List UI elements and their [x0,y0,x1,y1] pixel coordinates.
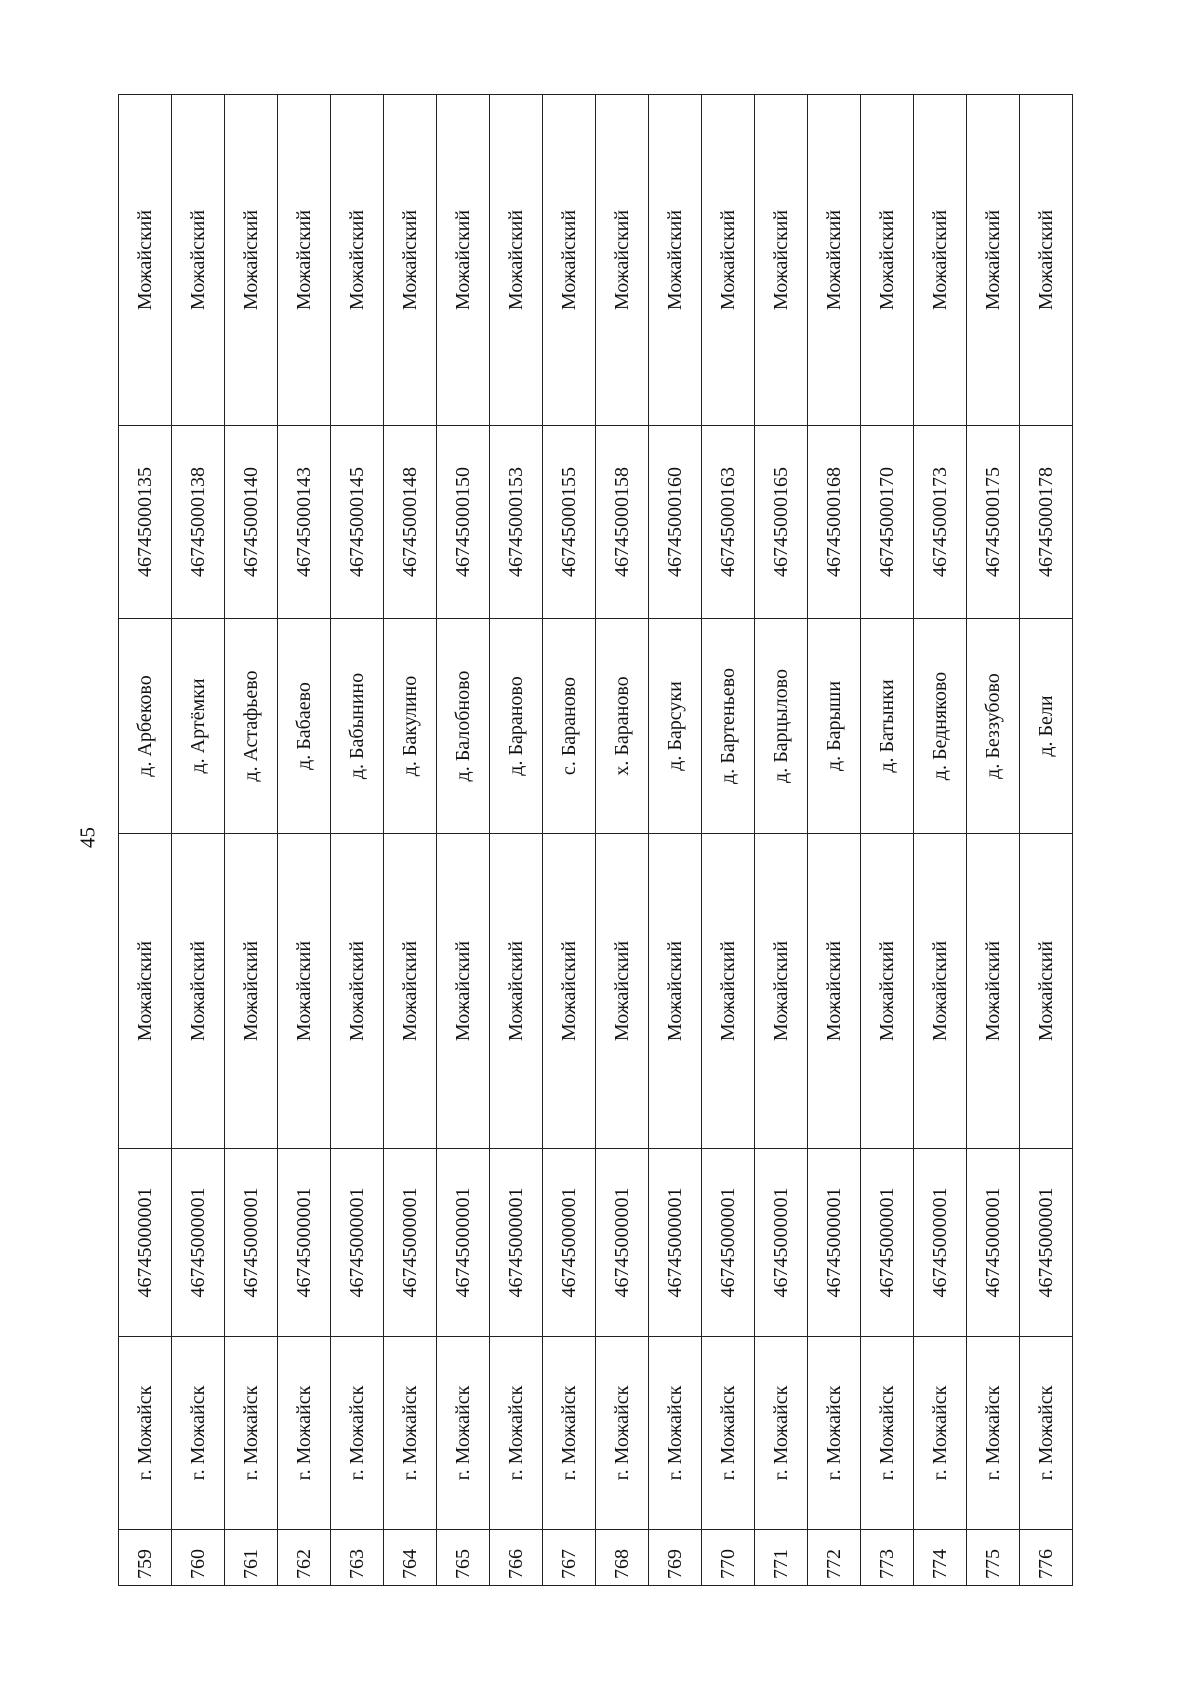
city-district-cell: Можайский [1020,834,1073,1149]
settlement-code-cell: 46745000178 [1020,426,1073,619]
table-row [755,95,808,1586]
settlement-code-cell: 46745000158 [596,426,649,619]
settlement-code-cell: 46745000165 [755,426,808,619]
city-code-cell: 46745000001 [596,1149,649,1337]
city-code-cell: 46745000001 [172,1149,225,1337]
city-code-cell: 46745000001 [1020,1149,1073,1337]
row-number: 766 [490,1530,543,1586]
city-cell: г. Можайск [119,1337,172,1530]
settlement-code-cell: 46745000168 [808,426,861,619]
settlement-code-cell: 46745000138 [172,426,225,619]
city-district-cell: Можайский [861,834,914,1149]
city-district-cell: Можайский [172,834,225,1149]
settlement-cell: д. Астафьево [225,619,278,834]
city-code-cell: 46745000001 [808,1149,861,1337]
city-district-cell: Можайский [755,834,808,1149]
city-cell: г. Можайск [596,1337,649,1530]
city-district-cell: Можайский [543,834,596,1149]
settlement-cell: д. Балобново [437,619,490,834]
table-row [437,95,490,1586]
settlement-district-cell: Можайский [384,95,437,426]
city-code-cell: 46745000001 [119,1149,172,1337]
settlement-district-cell: Можайский [331,95,384,426]
row-number: 774 [914,1530,967,1586]
row-number: 761 [225,1530,278,1586]
settlement-cell: д. Бабынино [331,619,384,834]
table-row [1020,95,1073,1586]
settlement-district-cell: Можайский [649,95,702,426]
settlement-code-cell: 46745000143 [278,426,331,619]
table-row [914,95,967,1586]
table-row [967,95,1020,1586]
table-row [543,95,596,1586]
city-cell: г. Можайск [172,1337,225,1530]
row-number: 763 [331,1530,384,1586]
city-code-cell: 46745000001 [278,1149,331,1337]
settlement-cell: д. Батынки [861,619,914,834]
table-row [596,95,649,1586]
city-code-cell: 46745000001 [437,1149,490,1337]
city-district-cell: Можайский [914,834,967,1149]
city-code-cell: 46745000001 [967,1149,1020,1337]
table-row [861,95,914,1586]
row-number: 767 [543,1530,596,1586]
row-number: 775 [967,1530,1020,1586]
settlement-cell: д. Барсуки [649,619,702,834]
settlement-district-cell: Можайский [225,95,278,426]
city-district-cell: Можайский [808,834,861,1149]
settlement-district-cell: Можайский [808,95,861,426]
settlement-code-cell: 46745000155 [543,426,596,619]
settlement-code-cell: 46745000160 [649,426,702,619]
city-cell: г. Можайск [543,1337,596,1530]
city-district-cell: Можайский [331,834,384,1149]
page-number: 45 [75,827,100,848]
table-row [331,95,384,1586]
settlement-code-cell: 46745000170 [861,426,914,619]
city-code-cell: 46745000001 [914,1149,967,1337]
city-cell: г. Можайск [331,1337,384,1530]
table-row [808,95,861,1586]
table-row [384,95,437,1586]
settlement-code-cell: 46745000148 [384,426,437,619]
settlement-code-cell: 46745000163 [702,426,755,619]
city-cell: г. Можайск [967,1337,1020,1530]
table-row [172,95,225,1586]
row-number: 776 [1020,1530,1073,1586]
settlement-district-cell: Можайский [755,95,808,426]
settlement-cell: д. Барыши [808,619,861,834]
city-cell: г. Можайск [437,1337,490,1530]
settlement-cell: д. Артёмки [172,619,225,834]
settlement-district-cell: Можайский [172,95,225,426]
settlement-district-cell: Можайский [490,95,543,426]
city-cell: г. Можайск [1020,1337,1073,1530]
settlement-cell: д. Бараново [490,619,543,834]
city-code-cell: 46745000001 [384,1149,437,1337]
city-cell: г. Можайск [649,1337,702,1530]
city-district-cell: Можайский [278,834,331,1149]
row-number: 770 [702,1530,755,1586]
settlement-district-cell: Можайский [967,95,1020,426]
city-district-cell: Можайский [490,834,543,1149]
city-district-cell: Можайский [649,834,702,1149]
city-district-cell: Можайский [384,834,437,1149]
settlement-district-cell: Можайский [437,95,490,426]
settlement-district-cell: Можайский [278,95,331,426]
city-cell: г. Можайск [490,1337,543,1530]
settlement-cell: д. Бартеньево [702,619,755,834]
row-number: 768 [596,1530,649,1586]
city-code-cell: 46745000001 [543,1149,596,1337]
table-row [702,95,755,1586]
city-district-cell: Можайский [437,834,490,1149]
city-cell: г. Можайск [914,1337,967,1530]
row-number: 771 [755,1530,808,1586]
table-row [225,95,278,1586]
settlement-cell: д. Бабаево [278,619,331,834]
settlement-code-cell: 46745000135 [119,426,172,619]
city-district-cell: Можайский [967,834,1020,1149]
city-district-cell: Можайский [596,834,649,1149]
settlement-code-cell: 46745000175 [967,426,1020,619]
settlement-cell: д. Бели [1020,619,1073,834]
row-number: 769 [649,1530,702,1586]
city-district-cell: Можайский [119,834,172,1149]
settlement-district-cell: Можайский [119,95,172,426]
settlement-code-cell: 46745000173 [914,426,967,619]
settlement-district-cell: Можайский [702,95,755,426]
table-row [278,95,331,1586]
settlement-district-cell: Можайский [596,95,649,426]
settlement-district-cell: Можайский [861,95,914,426]
city-code-cell: 46745000001 [225,1149,278,1337]
city-cell: г. Можайск [808,1337,861,1530]
settlement-district-cell: Можайский [1020,95,1073,426]
settlement-district-cell: Можайский [543,95,596,426]
settlements-table [118,94,1073,1586]
city-cell: г. Можайск [702,1337,755,1530]
settlement-cell: д. Беззубово [967,619,1020,834]
city-cell: г. Можайск [278,1337,331,1530]
city-cell: г. Можайск [384,1337,437,1530]
settlement-cell: д. Бакулино [384,619,437,834]
row-number: 765 [437,1530,490,1586]
settlement-district-cell: Можайский [914,95,967,426]
row-number: 759 [119,1530,172,1586]
table-row [119,95,172,1586]
row-number: 773 [861,1530,914,1586]
settlements-table-container [118,95,1071,1586]
settlement-cell: х. Бараново [596,619,649,834]
settlement-cell: д. Барцылово [755,619,808,834]
table-row [490,95,543,1586]
city-district-cell: Можайский [225,834,278,1149]
city-code-cell: 46745000001 [490,1149,543,1337]
row-number: 772 [808,1530,861,1586]
row-number: 762 [278,1530,331,1586]
city-cell: г. Можайск [861,1337,914,1530]
settlement-code-cell: 46745000140 [225,426,278,619]
city-code-cell: 46745000001 [755,1149,808,1337]
settlement-code-cell: 46745000145 [331,426,384,619]
settlement-cell: д. Бедняково [914,619,967,834]
row-number: 760 [172,1530,225,1586]
city-code-cell: 46745000001 [861,1149,914,1337]
settlement-code-cell: 46745000150 [437,426,490,619]
row-number: 764 [384,1530,437,1586]
table-row [649,95,702,1586]
settlement-code-cell: 46745000153 [490,426,543,619]
city-code-cell: 46745000001 [649,1149,702,1337]
table-body [119,95,1073,1586]
city-code-cell: 46745000001 [331,1149,384,1337]
city-code-cell: 46745000001 [702,1149,755,1337]
city-district-cell: Можайский [702,834,755,1149]
city-cell: г. Можайск [755,1337,808,1530]
settlement-cell: д. Арбеково [119,619,172,834]
settlement-cell: с. Бараново [543,619,596,834]
city-cell: г. Можайск [225,1337,278,1530]
